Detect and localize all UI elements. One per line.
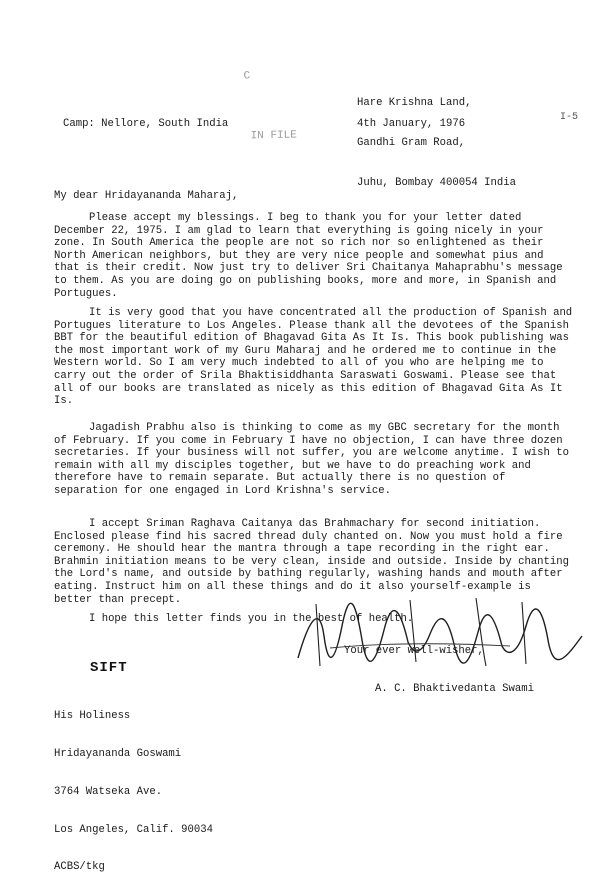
sender-address: [357, 72, 516, 202]
stamp-line-1: C: [243, 70, 251, 83]
body-paragraph-4: I accept Sriman Raghava Caitanya das Brahmachary for second initiation. Enclosed please find his sacred thread duly chanted on. Now you must hold a fire ceremony. He should hear the mantra through a tape recording in the right ear. Brahmin initiation means to be very clean, inside and outside. Inside by chanting the Lord's name, and outside by bathing regularly, washing hands and mouth after eating. Instruct him on all these things and do it also yourself-example is better than precept.: [54, 518, 569, 606]
body-paragraph-2: It is very good that you have concentrated all the production of Spanish and Portugues literature to Los Angeles. Please thank all the devotees of the Spanish BBT for the beautiful edition of Bhagavad Gita As It Is. This book publishing was the most important work of my Guru Maharaj and he ordered me to continue in the Western world. So I am very much indebted to all of you who are helping me to carry out the order of Srila Bhaktisiddhanta Saraswati Goswami. Please see that all of our books are translated as nicely as this edition of Bhagavad Gita As It Is.: [54, 307, 573, 408]
camp-location: Camp: Nellore, South India: [63, 118, 229, 130]
recipient-address: [54, 685, 213, 887]
letter-date: 4th January, 1976: [357, 118, 466, 130]
body-paragraph-3: Jagadish Prabhu also is thinking to come as my GBC secretary for the month of February. If you come in February I have no objection, I can have three dozen secretaries. If your business will not suffer, you are welcome anytime. I wish to remain with all my disciples together, but we have to do preaching work and therefore have to remain separate. But actually there is no question of separation for one engaged in Lord Krishna's service.: [54, 422, 569, 497]
margin-mark: I-5: [560, 112, 579, 123]
stamp-line-3: IN FILE: [250, 129, 297, 143]
recipient-line-1: His Holiness: [54, 710, 131, 723]
body-paragraph-1: Please accept my blessings. I beg to thank you for your letter dated December 22, 1975. I am glad to learn that everything is going nicely in your zone. In South America the people are not so rich nor so enlightened as their North American neighbors, but they are very nice people and somewhat pius and that is their credit. Now just try to deliver Sri Chaitanya Mahaprabhu's message to them. As you are doing go on publishing books, more and more, in Spanish and Portugues.: [54, 212, 563, 300]
stamp-line-2: [244, 106, 296, 107]
handwritten-signature: [290, 596, 590, 674]
typed-signature: A. C. Bhaktivedanta Swami: [375, 683, 534, 695]
received-stamp: [243, 46, 297, 155]
sender-address-line-3: Juhu, Bombay 400054 India: [357, 176, 516, 189]
salutation: My dear Hridayananda Maharaj,: [54, 190, 239, 202]
recipient-line-2: Hridayananda Goswami: [54, 747, 182, 760]
valediction: Your ever well-wisher,: [344, 645, 484, 657]
recipient-line-4: Los Angeles, Calif. 90034: [54, 823, 213, 836]
closing-line: I hope this letter finds you in the best of health.: [89, 613, 414, 625]
recipient-line-3: 3764 Watseka Ave.: [54, 785, 163, 798]
reference-initials: ACBS/tkg: [54, 861, 105, 874]
sender-address-line-1: Hare Krishna Land,: [357, 97, 472, 110]
stamp-mark: SIFT: [90, 660, 128, 676]
sender-address-line-2: Gandhi Gram Road,: [357, 136, 466, 149]
